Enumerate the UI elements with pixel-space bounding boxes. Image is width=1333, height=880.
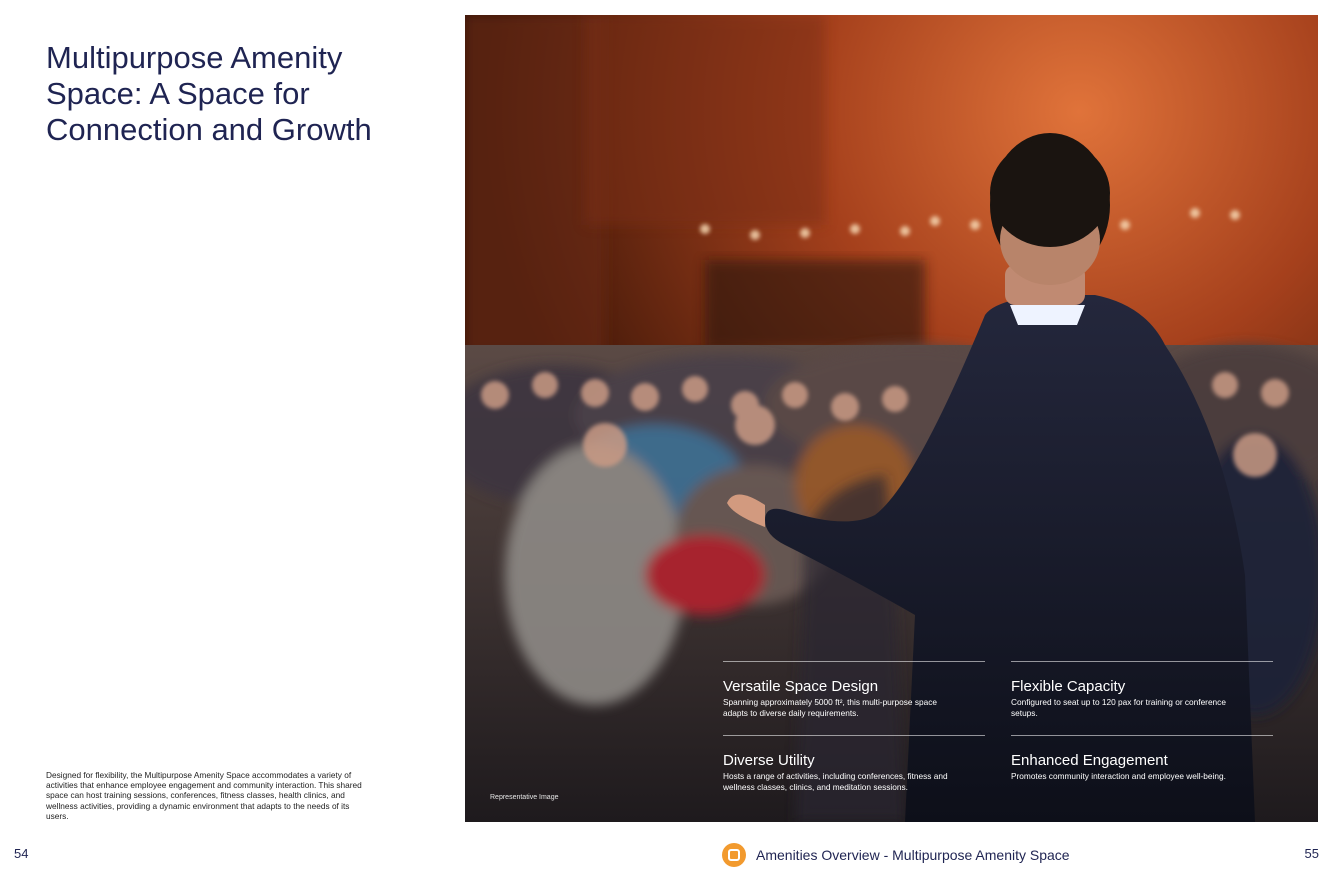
feature-flexible-capacity — [1011, 661, 1273, 718]
title-line: Space: A Space for — [46, 76, 310, 111]
image-caption: Representative Image — [490, 794, 559, 801]
page-title — [46, 40, 446, 148]
feature-title: Flexible Capacity — [1011, 678, 1126, 695]
feature-diverse-utility — [723, 735, 985, 792]
feature-text: Hosts a range of activities, including conferences, fitness and wellness classes, clinics, and meditation sessions. — [723, 771, 948, 792]
body-paragraph: Designed for flexibility, the Multipurpose Amenity Space accommodates a variety of activities that enhance employee engagement and community interaction. This shared space can host training sessions, conferences, fitness classes, health clinics, and wellness activities, providing a dynamic environment that adapts to the needs of its users. — [46, 770, 362, 821]
footer-section-title: Amenities Overview - Multipurpose Amenity Space — [756, 847, 1070, 863]
feature-title: Enhanced Engagement — [1011, 752, 1168, 769]
feature-versatile-space — [723, 661, 985, 718]
title-line: Multipurpose Amenity — [46, 40, 343, 75]
title-line: Connection and Growth — [46, 112, 372, 147]
page-number-left: 54 — [14, 846, 29, 861]
feature-text: Spanning approximately 5000 ft², this multi-purpose space adapts to diverse daily requirements. — [723, 697, 937, 718]
feature-title: Versatile Space Design — [723, 678, 879, 695]
orange-circle-logo-icon — [722, 843, 746, 867]
page-footer — [722, 842, 1070, 868]
feature-text: Configured to seat up to 120 pax for training or conference setups. — [1011, 697, 1226, 718]
page-number-right: 55 — [1304, 846, 1319, 861]
feature-text: Promotes community interaction and employee well-being. — [1011, 771, 1226, 781]
feature-enhanced-engagement — [1011, 735, 1273, 782]
feature-title: Diverse Utility — [723, 752, 815, 769]
conference-photo — [465, 15, 1318, 822]
